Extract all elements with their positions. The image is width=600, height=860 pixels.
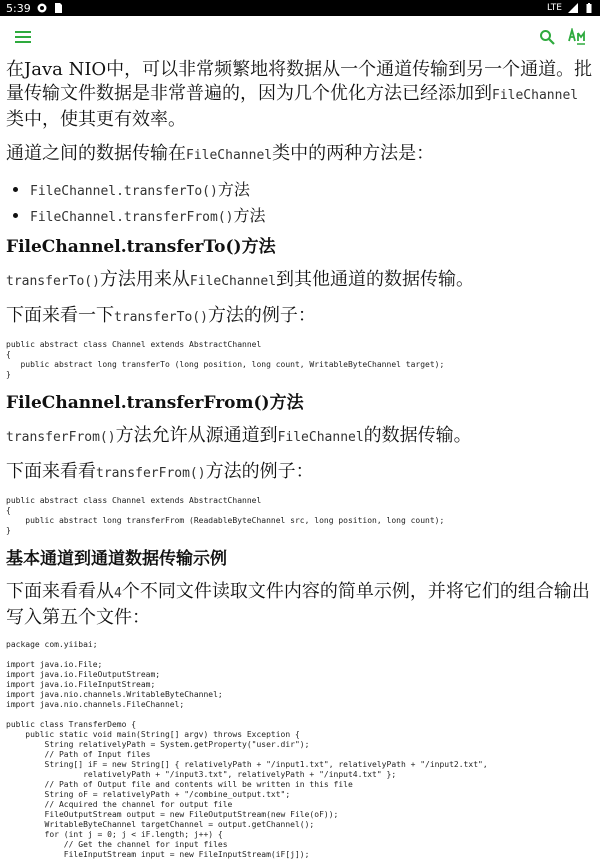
example-desc bbox=[6, 580, 594, 630]
text-size-button[interactable] bbox=[562, 22, 592, 52]
status-time: 5:39 bbox=[6, 1, 31, 15]
section-heading-example: 基本通道到通道数据传输示例 bbox=[6, 549, 227, 569]
desc-text: 方法的例子： bbox=[205, 461, 314, 482]
intro-text-end: 类中，使其更有效率。 bbox=[6, 109, 186, 130]
inline-code: 4 bbox=[114, 586, 122, 601]
search-button[interactable] bbox=[532, 22, 562, 52]
desc-text: 方法允许从源通道到 bbox=[115, 425, 278, 446]
desc-text: 方法的例子： bbox=[207, 305, 316, 326]
list-item bbox=[30, 204, 594, 230]
sim-icon bbox=[53, 3, 63, 13]
transferfrom-example-intro bbox=[6, 460, 594, 486]
code-block-transferto: public abstract class Channel extends AbstractChannel { public abstract long transferTo (long position, long count, WritableByteChannel target); } bbox=[6, 340, 445, 379]
notification-icon bbox=[37, 3, 47, 13]
inline-code: FileChannel bbox=[186, 148, 273, 163]
inline-code: transferFrom() bbox=[6, 430, 116, 445]
list-item bbox=[30, 178, 594, 204]
inline-code: FileChannel.transferFrom() bbox=[30, 210, 234, 225]
list-item-text: 方法 bbox=[233, 206, 266, 225]
network-type: LTE bbox=[547, 3, 562, 13]
inline-code: transferFrom() bbox=[96, 466, 206, 481]
transferto-desc bbox=[6, 268, 594, 294]
methods-intro-end: 类中的两种方法是： bbox=[272, 143, 435, 164]
transferto-example-intro bbox=[6, 304, 594, 330]
inline-code: transferTo() bbox=[6, 274, 100, 289]
methods-intro bbox=[6, 142, 594, 168]
methods-intro-text: 通道之间的数据传输在 bbox=[6, 143, 186, 164]
inline-code: FileChannel bbox=[492, 88, 579, 103]
inline-code: transferTo() bbox=[114, 310, 208, 325]
desc-text: 下面来看一下 bbox=[6, 305, 114, 326]
desc-text: 方法用来从 bbox=[99, 269, 190, 290]
article-content bbox=[0, 58, 600, 860]
app-bar bbox=[0, 16, 600, 58]
inline-code: FileChannel bbox=[277, 430, 364, 445]
intro-text: 在Java NIO中，可以非常频繁地将数据从一个通道传输到另一个通道。批量传输文件数据是非常普遍的，因为几个优化方法已经添加到 bbox=[6, 59, 593, 104]
list-item-text: 方法 bbox=[217, 180, 250, 199]
desc-text: 的数据传输。 bbox=[363, 425, 472, 446]
transferfrom-desc bbox=[6, 424, 594, 450]
code-block-example: package com.yiibai; import java.io.File; import java.io.FileOutputStream; import java.io.FileInputStream; import java.nio.channels.WritableByteChannel; import java.nio.channels.FileChannel; public class TransferDemo { public static void main(String[] argv) throws Exception { String relativelyPath = System.getProperty("user.dir"); // Path of Input files String[] iF = new String[] { relativelyPath + "/input1.txt", relativelyPath + "/input2.txt", relativelyPath + "/input3.txt", relativelyPath + "/input4.txt" }; // Path of Output file and contents will be written in this file String oF = relativelyPath + "/combine_output.txt"; // Acquired the channel for output file FileOutputStream output = new FileOutputStream(new File(oF)); WritableByteChannel targetChannel = output.getChannel(); for (int j = 0; j < iF.length; j++) { // Get the channel for input files FileInputStream input = new FileInputStream(iF[j]); bbox=[6, 640, 488, 859]
desc-text: 个不同文件读取文件内容的简单示例，并将它们的组合输出写入第五个文件： bbox=[6, 581, 590, 628]
search-icon bbox=[539, 29, 555, 45]
inline-code: FileChannel bbox=[189, 274, 277, 289]
battery-icon bbox=[584, 3, 594, 13]
method-list bbox=[6, 178, 594, 230]
inline-code: FileChannel.transferTo() bbox=[30, 184, 218, 199]
status-bar bbox=[0, 0, 600, 16]
desc-text: 下面来看看从 bbox=[6, 581, 114, 602]
text-format-icon bbox=[568, 28, 586, 46]
code-block-transferfrom: public abstract class Channel extends AbstractChannel { public abstract long transferFrom (ReadableByteChannel src, long position, long count); } bbox=[6, 496, 445, 535]
section-heading-transferto: FileChannel.transferTo()方法 bbox=[6, 237, 276, 257]
desc-text: 下面来看看 bbox=[6, 461, 96, 482]
desc-text: 到其他通道的数据传输。 bbox=[276, 269, 475, 290]
intro-paragraph bbox=[6, 58, 594, 132]
section-heading-transferfrom: FileChannel.transferFrom()方法 bbox=[6, 393, 304, 413]
signal-icon bbox=[568, 3, 578, 13]
menu-button[interactable] bbox=[8, 22, 38, 52]
menu-icon bbox=[15, 30, 31, 44]
